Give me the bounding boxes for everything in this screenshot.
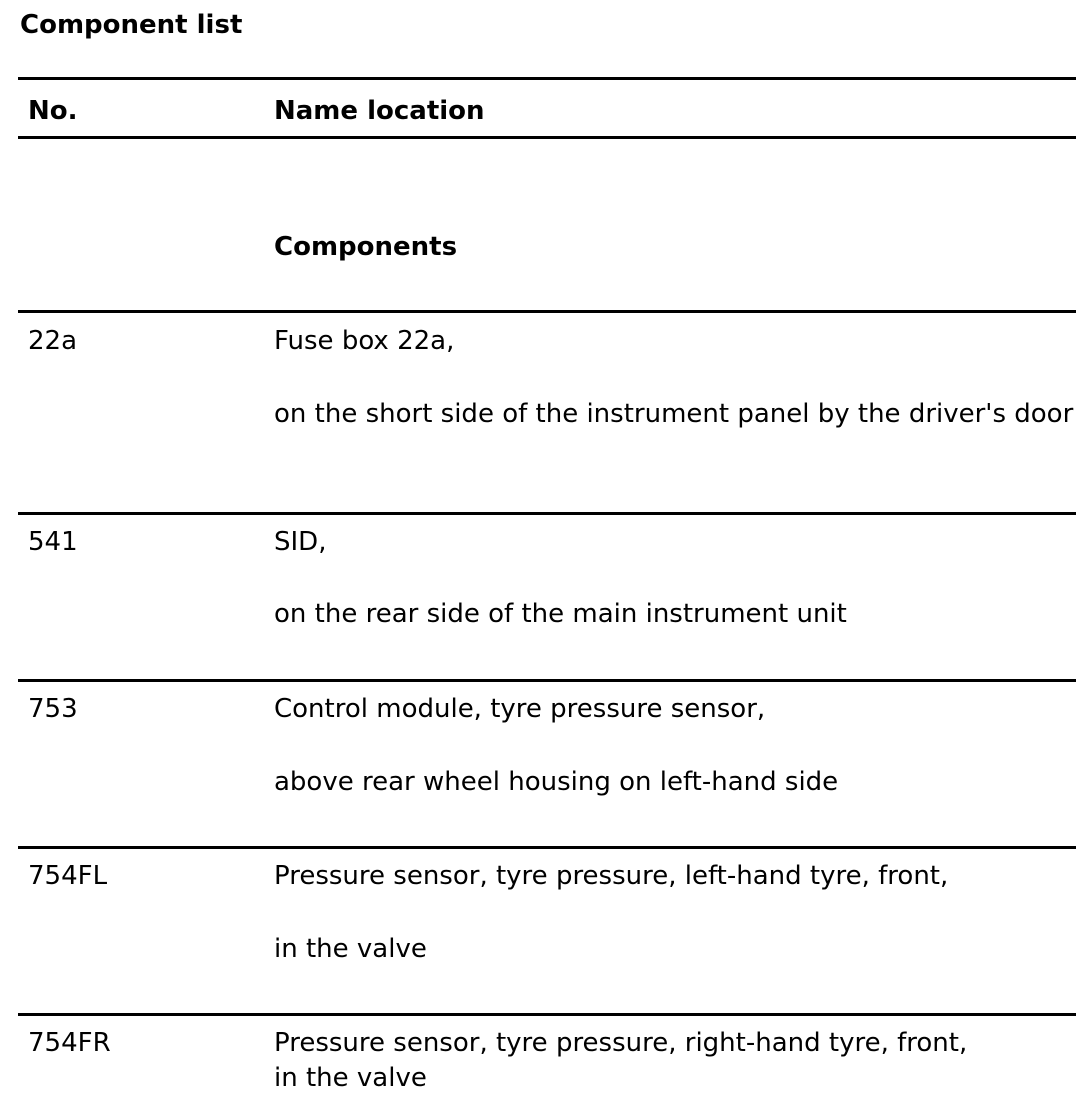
column-header-name-location: Name location	[274, 96, 485, 126]
row-number: 754FL	[28, 861, 108, 891]
row-location: on the rear side of the main instrument unit	[274, 599, 847, 629]
row-divider	[18, 846, 1076, 849]
row-name: Pressure sensor, tyre pressure, right-hand tyre, front,	[274, 1028, 968, 1058]
row-location: in the valve	[274, 934, 427, 964]
row-divider	[18, 512, 1076, 515]
row-name: Control module, tyre pressure sensor,	[274, 694, 766, 724]
page-title: Component list	[20, 10, 243, 40]
row-location: above rear wheel housing on left-hand side	[274, 767, 839, 797]
row-number: 22a	[28, 326, 78, 356]
column-header-no: No.	[28, 96, 78, 126]
header-rule	[18, 136, 1076, 139]
row-divider	[18, 1013, 1076, 1016]
row-name: Fuse box 22a,	[274, 326, 455, 356]
row-location: on the short side of the instrument panel by the driver's door	[274, 399, 1074, 429]
row-divider	[18, 679, 1076, 682]
table-top-rule	[18, 77, 1076, 80]
row-number: 754FR	[28, 1028, 111, 1058]
row-divider	[18, 310, 1076, 313]
row-location: in the valve	[274, 1063, 427, 1093]
row-name: SID,	[274, 527, 327, 557]
row-name: Pressure sensor, tyre pressure, left-hand tyre, front,	[274, 861, 949, 891]
row-number: 753	[28, 694, 78, 724]
section-heading: Components	[274, 232, 458, 262]
row-number: 541	[28, 527, 78, 557]
